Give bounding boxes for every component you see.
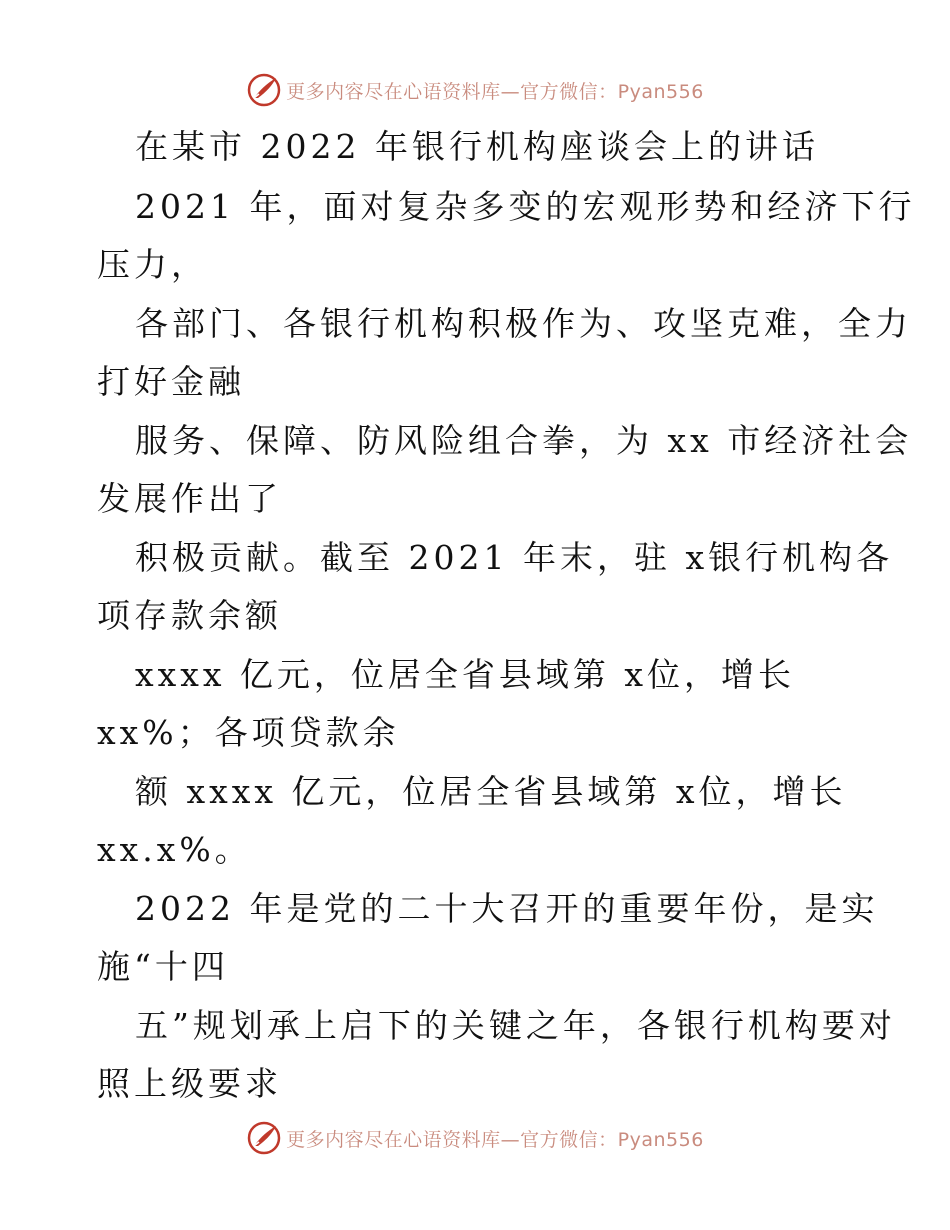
footer-banner bbox=[0, 1118, 950, 1158]
paragraph-line: xx.x%。 bbox=[97, 830, 252, 869]
paragraph-line: 发展作出了 bbox=[97, 479, 282, 518]
paragraph-line: 服务、保障、防风险组合拳，为 xx 市经济社会 bbox=[135, 421, 913, 460]
paragraph-line: 2021 年，面对复杂多变的宏观形势和经济下行 bbox=[135, 187, 916, 226]
paragraph-line: 额 xxxx 亿元，位居全省县域第 x位，增长 bbox=[135, 772, 847, 811]
banner-text: 更多内容尽在心语资料库—官方微信：Pyan556 bbox=[286, 1128, 704, 1151]
paragraph-line: 2022 年是党的二十大召开的重要年份，是实 bbox=[135, 889, 879, 928]
paragraph-line: 积极贡献。截至 2021 年末，驻 x银行机构各 bbox=[135, 538, 894, 577]
paragraph-line: 各部门、各银行机构积极作为、攻坚克难，全力 bbox=[135, 304, 912, 343]
paragraph-line: xx%；各项贷款余 bbox=[97, 713, 400, 752]
paragraph-line: 压力， bbox=[97, 245, 208, 284]
paragraph-line: 施“十四 bbox=[97, 947, 229, 986]
paragraph-line: xxxx 亿元，位居全省县域第 x位，增长 bbox=[135, 655, 796, 694]
paragraph-line: 照上级要求 bbox=[97, 1064, 282, 1103]
banner-text: 更多内容尽在心语资料库—官方微信：Pyan556 bbox=[286, 80, 704, 103]
paragraph-line: 打好金融 bbox=[97, 362, 245, 401]
document-title: 在某市 2022 年银行机构座谈会上的讲话 bbox=[135, 127, 819, 166]
paragraph-line: 项存款余额 bbox=[97, 596, 282, 635]
paragraph-line: 五”规划承上启下的关键之年，各银行机构要对 bbox=[135, 1006, 896, 1045]
quill-pen-logo-icon bbox=[246, 1120, 282, 1156]
